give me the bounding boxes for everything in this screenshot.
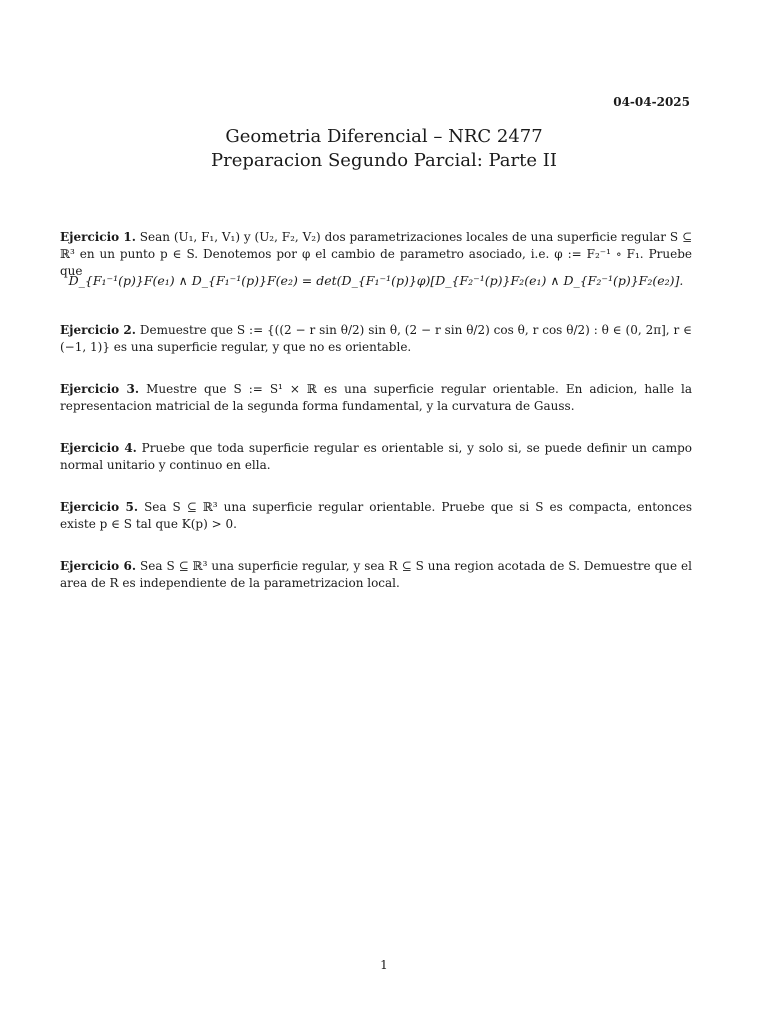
exercise-2-label: Ejercicio 2. bbox=[60, 323, 136, 337]
exercise-6-label: Ejercicio 6. bbox=[60, 559, 137, 573]
exercise-6 bbox=[60, 558, 692, 592]
exercise-1-label: Ejercicio 1. bbox=[60, 230, 136, 244]
page-number: 1 bbox=[380, 958, 388, 972]
exercise-6-text: Sea S ⊆ ℝ³ una superficie regular, y sea R ⊆ S una region acotada de S. Demuestre que el area de R es independiente de la parametrizacion local. bbox=[60, 559, 692, 590]
exercise-5 bbox=[60, 499, 692, 533]
exercise-1-text: Sean (U₁, F₁, V₁) y (U₂, F₂, V₂) dos parametrizaciones locales de una superficie regular S ⊆ ℝ³ en un punto p ∈ S. Denotemos por φ el cambio de parametro asociado, i.e. φ := F₂⁻¹ ∘ F₁. Pruebe que bbox=[60, 230, 692, 278]
exercise-5-label: Ejercicio 5. bbox=[60, 500, 139, 514]
exercise-2 bbox=[60, 322, 692, 356]
exercise-3-text: Muestre que S := S¹ × ℝ es una superficie regular orientable. En adicion, halle la representacion matricial de la segunda forma fundamental, y la curvatura de Gauss. bbox=[60, 382, 692, 413]
exercise-3-label: Ejercicio 3. bbox=[60, 382, 140, 396]
exercise-3 bbox=[60, 381, 692, 415]
exercise-2-text: Demuestre que S := {((2 − r sin θ/2) sin θ, (2 − r sin θ/2) cos θ, r cos θ/2) : θ ∈ (0, 2π], r ∈ (−1, 1)} es una superficie regular, y que no es orientable. bbox=[60, 323, 692, 354]
title-line-1: Geometria Diferencial – NRC 2477 bbox=[225, 126, 543, 147]
exercise-4 bbox=[60, 440, 692, 474]
exercise-1-display-equation: D_{F₁⁻¹(p)}F(e₁) ∧ D_{F₁⁻¹(p)}F(e₂) = det(D_{F₁⁻¹(p)}φ)[D_{F₂⁻¹(p)}F₂(e₁) ∧ D_{F₂⁻¹(p)}F₂(e₂)]. bbox=[68, 273, 684, 288]
title-line-2: Preparacion Segundo Parcial: Parte II bbox=[211, 150, 557, 171]
exercise-4-label: Ejercicio 4. bbox=[60, 441, 137, 455]
exercise-5-text: Sea S ⊆ ℝ³ una superficie regular orientable. Pruebe que si S es compacta, entonces existe p ∈ S tal que K(p) > 0. bbox=[60, 500, 692, 531]
document-date: 04-04-2025 bbox=[613, 95, 690, 109]
exercise-4-text: Pruebe que toda superficie regular es orientable si, y solo si, se puede definir un campo normal unitario y continuo en ella. bbox=[60, 441, 692, 472]
document-title bbox=[0, 125, 768, 173]
